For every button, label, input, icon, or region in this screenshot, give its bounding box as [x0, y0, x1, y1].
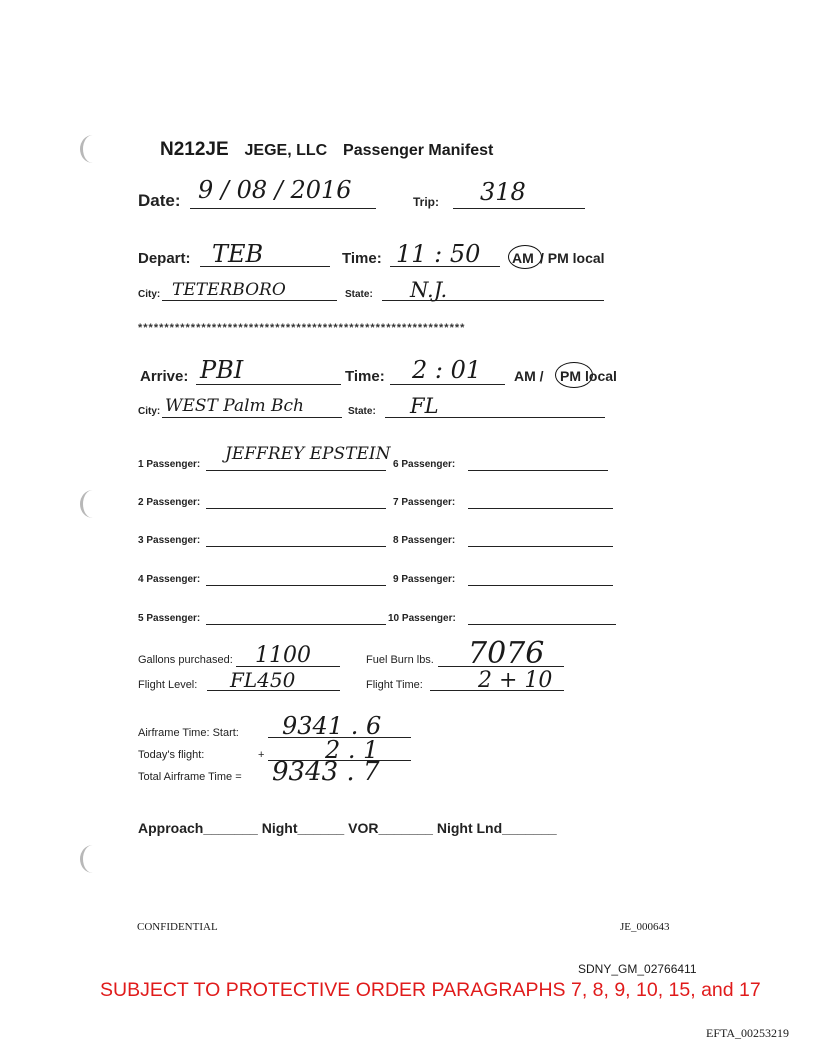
arrive-state-label: State: [348, 406, 376, 417]
passenger-9-label: 9 Passenger: [393, 574, 456, 585]
protective-order-notice: SUBJECT TO PROTECTIVE ORDER PARAGRAPHS 7, 8, 9, 10, 15, and 17 [100, 979, 761, 1001]
date-underline [190, 208, 376, 209]
arrive-underline [196, 384, 341, 385]
binder-hole-top [80, 135, 105, 163]
gallons-label: Gallons purchased: [138, 654, 233, 666]
passenger-3-label: 3 Passenger: [138, 535, 201, 546]
trip-underline [453, 208, 585, 209]
arrive-local: local [585, 368, 617, 384]
total-airframe-value: 9343 . 7 [272, 757, 380, 787]
depart-city-value: TETERBORO [172, 280, 286, 300]
depart-time-value: 11 : 50 [396, 240, 481, 268]
todays-flight-label: Today's flight: [138, 749, 205, 761]
arrive-city-underline [162, 417, 342, 418]
flight-level-value: FL450 [230, 668, 296, 692]
passenger-5-underline [206, 624, 386, 625]
vor-field: VOR_______ [348, 820, 433, 836]
trip-value: 318 [480, 178, 526, 206]
passenger-4-label: 4 Passenger: [138, 574, 201, 585]
passenger-1-value: JEFFREY EPSTEIN [225, 444, 391, 464]
approach-field: Approach_______ [138, 820, 258, 836]
depart-state-label: State: [345, 289, 373, 300]
todays-flight-plus: + [258, 749, 265, 761]
flight-time-value: 2 + 10 [478, 668, 553, 693]
night-lnd-field: Night Lnd_______ [436, 820, 557, 836]
airframe-start-value: 9341 . 6 [282, 712, 382, 740]
arrive-city-label: City: [138, 406, 161, 417]
total-airframe-label: Total Airframe Time = [138, 771, 242, 783]
manifest-header [160, 139, 493, 161]
passenger-10-label: 10 Passenger: [388, 613, 456, 624]
passenger-1-underline [206, 470, 386, 471]
passenger-8-underline [468, 546, 613, 547]
passenger-7-underline [468, 508, 613, 509]
arrive-time-label: Time: [345, 368, 385, 385]
passenger-9-underline [468, 585, 613, 586]
passenger-8-label: 8 Passenger: [393, 535, 456, 546]
arrive-label: Arrive: [140, 368, 189, 385]
depart-am: AM [512, 250, 534, 266]
manifest-title: Passenger Manifest [343, 142, 494, 159]
arrive-airport-value: PBI [200, 356, 244, 384]
flight-time-label: Flight Time: [366, 679, 423, 691]
binder-hole-bottom [80, 845, 105, 873]
arrive-time-value: 2 : 01 [412, 356, 482, 384]
approach-row [138, 820, 557, 836]
confidential-label: CONFIDENTIAL [137, 921, 218, 933]
passenger-3-underline [206, 546, 386, 547]
passenger-2-underline [206, 508, 386, 509]
passenger-5-label: 5 Passenger: [138, 613, 201, 624]
bates-number: JE_000643 [620, 921, 670, 933]
depart-label: Depart: [138, 250, 191, 267]
separator-stars: ************************************************************** [138, 322, 466, 334]
fuel-burn-label: Fuel Burn lbs. [366, 654, 434, 666]
arrive-city-value: WEST Palm Bch [165, 396, 305, 416]
depart-city-underline [162, 300, 337, 301]
sdny-number: SDNY_GM_02766411 [578, 962, 697, 976]
depart-pm-local: / PM local [540, 250, 605, 266]
arrive-am: AM / [514, 368, 544, 384]
arrive-state-value: FL [410, 394, 439, 418]
date-label: Date: [138, 191, 181, 210]
depart-time-label: Time: [342, 250, 382, 267]
date-value: 9 / 08 / 2016 [198, 176, 352, 204]
night-field: Night______ [261, 820, 345, 836]
flight-level-label: Flight Level: [138, 679, 198, 691]
passenger-10-underline [468, 624, 616, 625]
binder-hole-middle [80, 490, 105, 518]
passenger-4-underline [206, 585, 386, 586]
depart-state-value: N.J. [410, 278, 448, 302]
fuel-burn-value: 7076 [468, 636, 545, 671]
gallons-value: 1100 [255, 643, 311, 668]
arrive-pm: PM [560, 368, 581, 384]
depart-city-label: City: [138, 289, 161, 300]
tail-number: N212JE [160, 139, 229, 160]
todays-flight-value: 2 . 1 [325, 736, 379, 764]
trip-label: Trip: [413, 195, 439, 209]
company-name: JEGE, LLC [244, 142, 328, 159]
passenger-6-underline [468, 470, 608, 471]
arrive-time-underline [390, 384, 505, 385]
passenger-6-label: 6 Passenger: [393, 459, 456, 470]
airframe-start-label: Airframe Time: Start: [138, 727, 239, 739]
passenger-1-label: 1 Passenger: [138, 459, 201, 470]
efta-number: EFTA_00253219 [706, 1026, 790, 1040]
passenger-2-label: 2 Passenger: [138, 497, 201, 508]
passenger-7-label: 7 Passenger: [393, 497, 456, 508]
depart-airport-value: TEB [212, 240, 264, 268]
